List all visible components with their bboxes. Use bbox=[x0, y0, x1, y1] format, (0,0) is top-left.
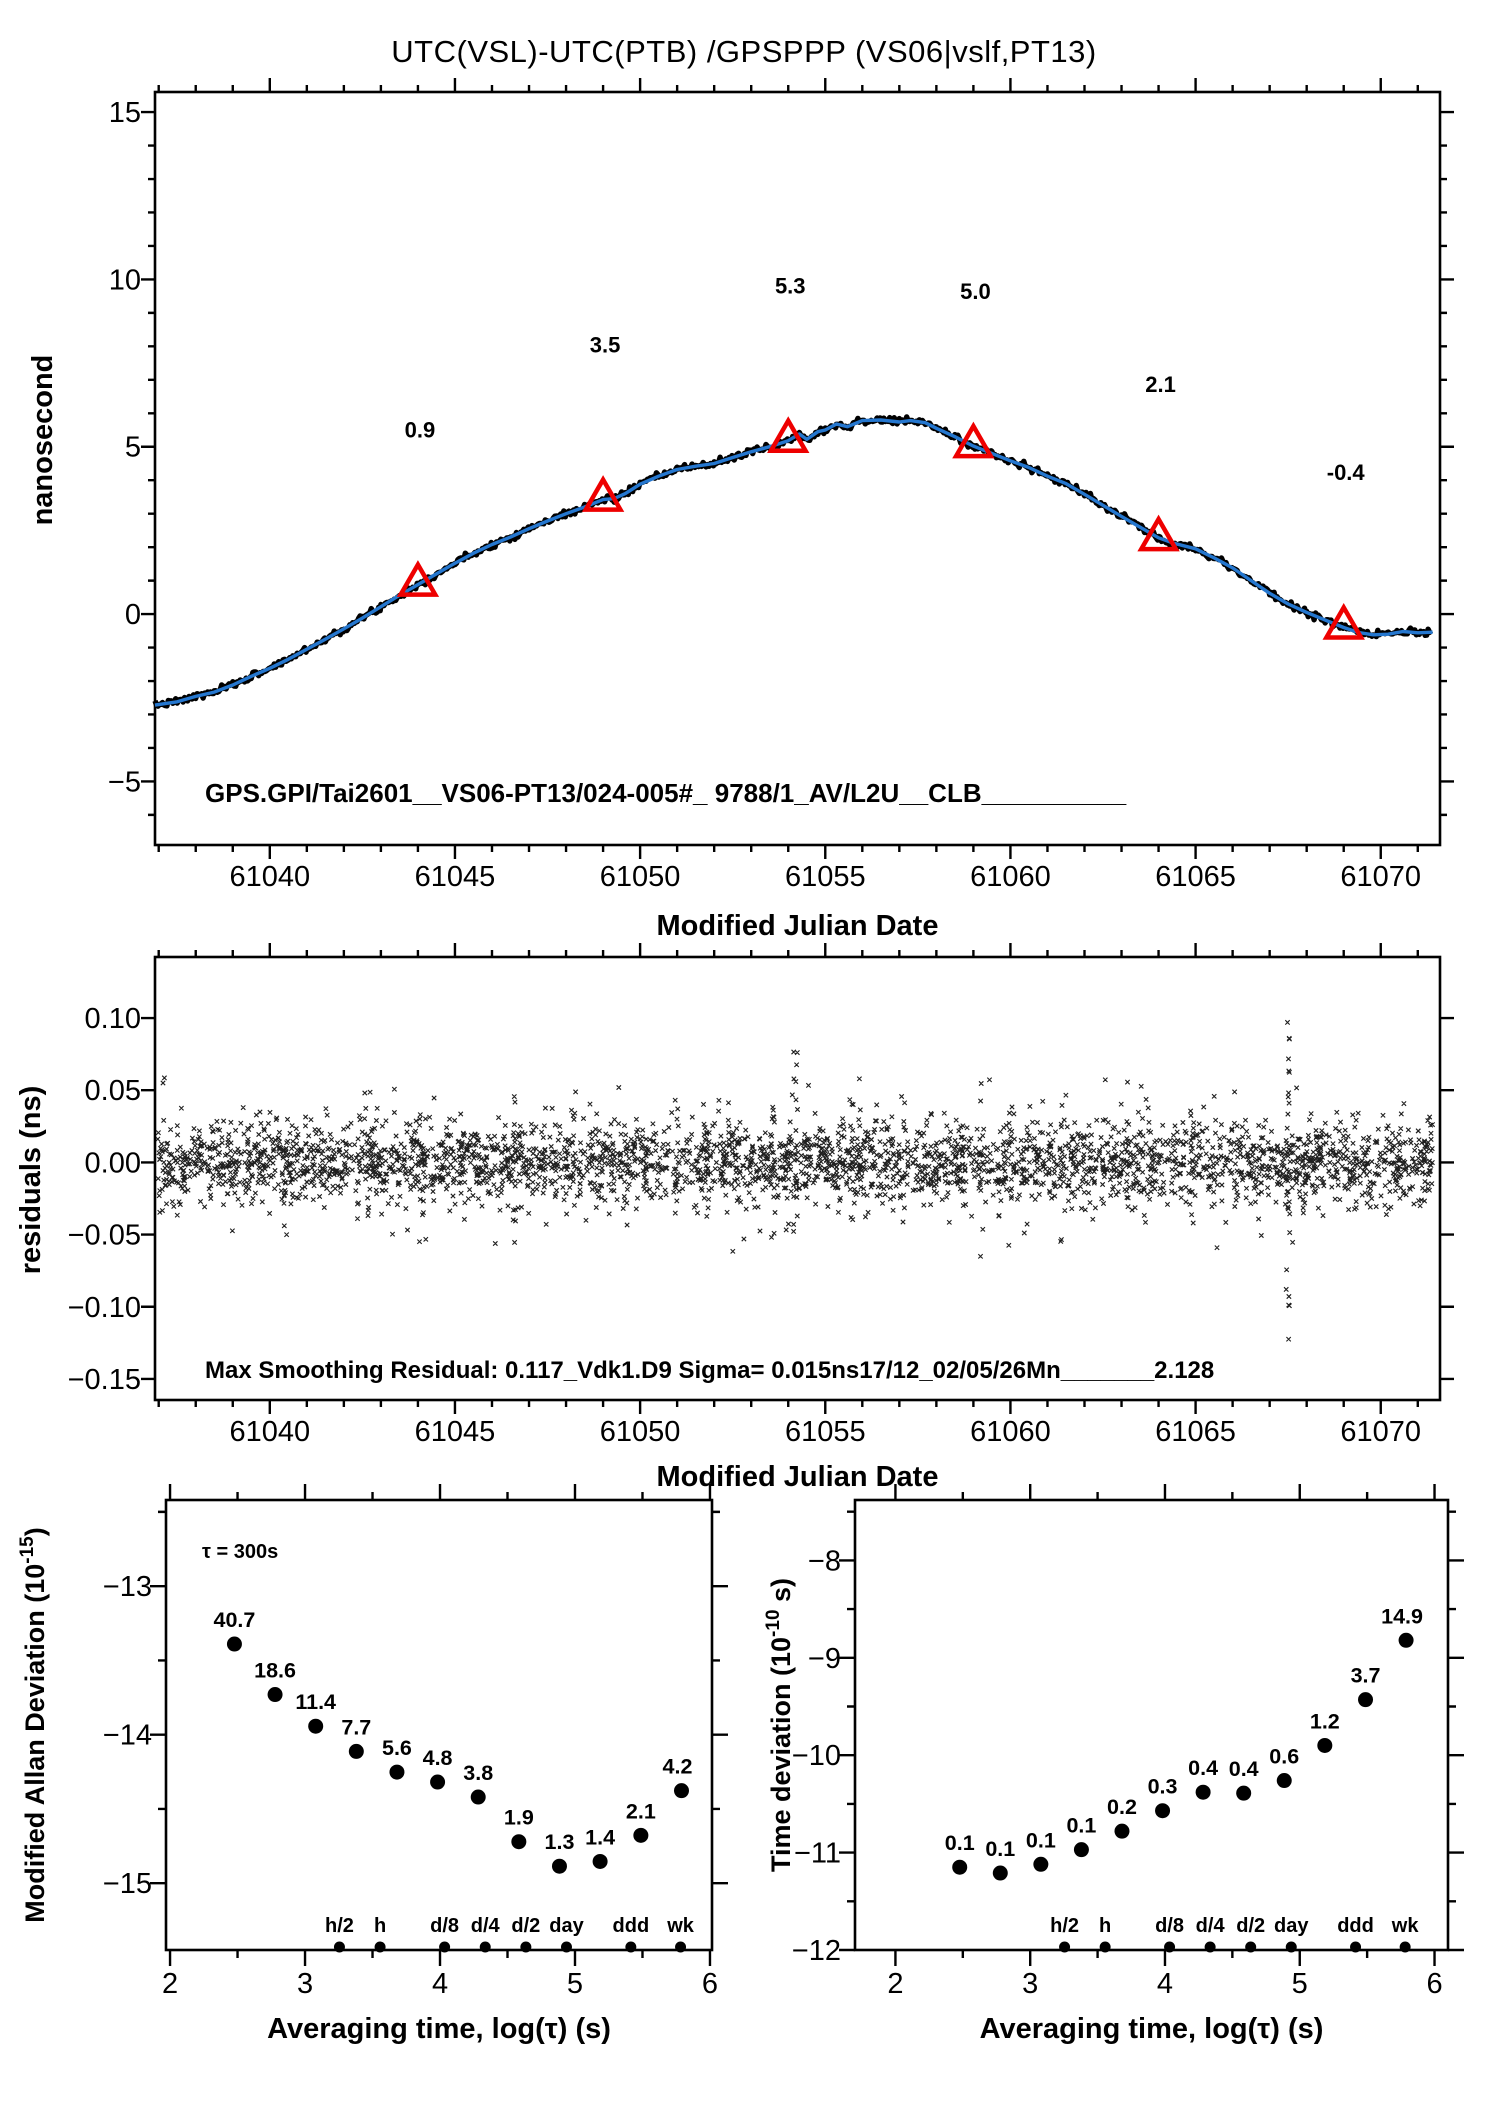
point-value-label: 2.1 bbox=[625, 1799, 656, 1824]
point-value-label: 0.3 bbox=[1147, 1774, 1178, 1799]
point-value-label: 1.4 bbox=[585, 1825, 616, 1850]
x-tick-label: 61065 bbox=[1155, 861, 1236, 893]
smoothed-curve bbox=[155, 420, 1433, 705]
data-points bbox=[214, 1608, 693, 1874]
data-point bbox=[633, 1828, 648, 1843]
x-axis-title: Averaging time, log(τ) (s) bbox=[267, 2013, 611, 2045]
x-tick-label: 61055 bbox=[784, 1416, 866, 1448]
y-tick-label: −11 bbox=[793, 1837, 841, 1870]
calendar-label: d/8 bbox=[1155, 1915, 1185, 1937]
calendar-marks bbox=[325, 1915, 695, 1953]
x-tick-label: 5 bbox=[1291, 1968, 1308, 2000]
time-deviation-plot bbox=[763, 1484, 1464, 2045]
data-point bbox=[674, 1783, 689, 1798]
axis-ticks bbox=[141, 78, 1454, 859]
point-value-label: 11.4 bbox=[295, 1690, 337, 1715]
data-point bbox=[268, 1687, 283, 1702]
point-value-label: 0.1 bbox=[1066, 1813, 1097, 1838]
raw-data-band bbox=[155, 417, 1431, 706]
data-point bbox=[471, 1790, 486, 1805]
x-tick-label: 61045 bbox=[414, 861, 496, 893]
data-point bbox=[1155, 1803, 1170, 1818]
x-tick-label: 61065 bbox=[1155, 1416, 1236, 1448]
calendar-tick-dot bbox=[1286, 1942, 1297, 1953]
plot-frame bbox=[155, 957, 1440, 1400]
calendar-label: h bbox=[373, 1915, 387, 1937]
x-tick-label: 6 bbox=[701, 1968, 719, 2000]
tau-annotation: τ = 300s bbox=[202, 1541, 279, 1563]
x-tick-label: 61060 bbox=[970, 1416, 1051, 1448]
calendar-tick-dot bbox=[439, 1942, 450, 1953]
data-point bbox=[430, 1775, 445, 1790]
x-tick-label: 61045 bbox=[414, 1416, 496, 1448]
point-value-label: 18.6 bbox=[254, 1658, 296, 1683]
point-value-label: 7.7 bbox=[341, 1715, 372, 1740]
data-point bbox=[389, 1765, 404, 1780]
calendar-tick-dot bbox=[561, 1942, 572, 1953]
data-point bbox=[1277, 1773, 1292, 1788]
calendar-label: d/2 bbox=[511, 1915, 541, 1937]
point-value-label: 0.1 bbox=[944, 1831, 975, 1856]
modified-allan-deviation-plot bbox=[17, 1484, 728, 2045]
y-tick-label: −8 bbox=[807, 1545, 841, 1578]
x-tick-label: 3 bbox=[1022, 1968, 1039, 2000]
calendar-tick-dot bbox=[1400, 1942, 1411, 1953]
marker-value-label: -0.4 bbox=[1326, 460, 1365, 486]
calendar-tick-dot bbox=[520, 1942, 531, 1953]
y-tick-label: 5 bbox=[124, 431, 141, 464]
point-value-label: 3.7 bbox=[1350, 1663, 1381, 1688]
calendar-label: d/4 bbox=[1195, 1915, 1225, 1937]
calibration-triangle-markers bbox=[401, 273, 1366, 637]
marker-value-label: 0.9 bbox=[404, 417, 436, 443]
calendar-label: day bbox=[549, 1915, 584, 1937]
y-axis-title: Modified Allan Deviation $(10^{-15})$ bbox=[17, 1527, 50, 1923]
calendar-label: wk bbox=[667, 1915, 694, 1937]
data-points bbox=[945, 1604, 1423, 1880]
y-axis-title: Time deviation ($10^{-10}$ s) bbox=[763, 1577, 796, 1873]
point-value-label: 14.9 bbox=[1381, 1604, 1424, 1629]
y-tick-label: −0.10 bbox=[67, 1291, 141, 1324]
y-tick-label: −13 bbox=[102, 1571, 152, 1604]
y-tick-label: 0.05 bbox=[84, 1075, 141, 1108]
y-tick-label: 10 bbox=[108, 264, 141, 297]
point-value-label: 0.1 bbox=[1025, 1828, 1056, 1853]
point-value-label: 1.2 bbox=[1309, 1709, 1340, 1734]
data-point bbox=[993, 1866, 1008, 1881]
data-point bbox=[593, 1854, 608, 1869]
calendar-label: d/4 bbox=[470, 1915, 500, 1937]
residuals-plot bbox=[15, 943, 1454, 1493]
data-point bbox=[1074, 1842, 1089, 1857]
y-tick-label: 0.00 bbox=[84, 1147, 141, 1180]
calendar-label: ddd bbox=[1337, 1915, 1374, 1937]
calendar-tick-dot bbox=[480, 1942, 491, 1953]
y-tick-label: −0.05 bbox=[67, 1219, 141, 1252]
y-tick-label: 0.10 bbox=[84, 1003, 141, 1036]
data-point bbox=[1033, 1857, 1048, 1872]
x-tick-label: 61070 bbox=[1340, 1416, 1422, 1448]
point-value-label: 0.4 bbox=[1228, 1757, 1259, 1782]
point-value-label: 3.8 bbox=[463, 1761, 494, 1786]
y-tick-label: −5 bbox=[107, 766, 141, 799]
calendar-marks bbox=[1050, 1915, 1419, 1953]
point-value-label: 0.4 bbox=[1188, 1756, 1219, 1781]
x-tick-label: 3 bbox=[296, 1968, 314, 2000]
calendar-label: h/2 bbox=[1050, 1915, 1080, 1937]
calendar-label: h bbox=[1099, 1915, 1112, 1937]
plot-frame bbox=[855, 1500, 1448, 1950]
phase-plot bbox=[27, 78, 1454, 942]
data-point bbox=[1236, 1786, 1251, 1801]
calendar-tick-dot bbox=[1245, 1942, 1256, 1953]
data-point bbox=[1399, 1633, 1414, 1648]
marker-value-label: 3.5 bbox=[589, 332, 621, 358]
x-tick-label: 5 bbox=[566, 1968, 584, 2000]
calendar-label: ddd bbox=[612, 1915, 650, 1937]
calendar-tick-dot bbox=[334, 1942, 345, 1953]
marker-value-label: 5.3 bbox=[774, 273, 806, 299]
data-point bbox=[511, 1834, 526, 1849]
x-tick-label: 61060 bbox=[970, 861, 1051, 893]
plot-frame bbox=[155, 92, 1440, 845]
y-axis-title: residuals (ns) bbox=[15, 1085, 47, 1275]
residual-scatter-points bbox=[156, 1020, 1435, 1341]
x-tick-label: 61050 bbox=[599, 861, 681, 893]
x-tick-label: 61055 bbox=[784, 861, 866, 893]
data-point bbox=[308, 1719, 323, 1734]
x-tick-label: 2 bbox=[161, 1968, 179, 2000]
x-tick-label: 61040 bbox=[229, 1416, 311, 1448]
y-tick-label: 15 bbox=[108, 97, 141, 130]
x-tick-label: 61050 bbox=[599, 1416, 681, 1448]
calendar-tick-dot bbox=[1100, 1942, 1111, 1953]
data-point bbox=[1317, 1738, 1332, 1753]
calendar-label: d/8 bbox=[430, 1915, 460, 1937]
x-tick-label: 2 bbox=[887, 1968, 904, 2000]
x-axis-title: Modified Julian Date bbox=[656, 910, 939, 942]
point-value-label: 1.9 bbox=[503, 1805, 534, 1830]
y-tick-label: −14 bbox=[102, 1719, 152, 1752]
marker-value-label: 5.0 bbox=[960, 278, 991, 304]
calendar-tick-dot bbox=[1059, 1942, 1070, 1953]
data-point bbox=[227, 1637, 242, 1652]
x-tick-label: 61070 bbox=[1340, 861, 1422, 893]
axis-ticks bbox=[839, 1484, 1464, 1966]
y-tick-label: −15 bbox=[102, 1868, 152, 1901]
calendar-tick-dot bbox=[1350, 1942, 1361, 1953]
x-tick-label: 6 bbox=[1426, 1968, 1443, 2000]
data-point bbox=[1114, 1824, 1129, 1839]
y-axis-title: nanosecond bbox=[27, 354, 59, 526]
point-value-label: 5.6 bbox=[382, 1736, 412, 1761]
data-point bbox=[952, 1860, 967, 1875]
x-axis-title: Modified Julian Date bbox=[656, 1461, 939, 1493]
point-value-label: 4.8 bbox=[422, 1746, 453, 1771]
data-point bbox=[552, 1859, 567, 1874]
data-point bbox=[1196, 1785, 1211, 1800]
x-tick-label: 4 bbox=[1156, 1968, 1174, 2000]
x-axis-title: Averaging time, log(τ) (s) bbox=[979, 2013, 1324, 2045]
point-value-label: 1.3 bbox=[544, 1830, 575, 1855]
x-tick-label: 61040 bbox=[229, 861, 311, 893]
calendar-tick-dot bbox=[625, 1942, 636, 1953]
data-point bbox=[1358, 1692, 1373, 1707]
y-tick-label: −10 bbox=[791, 1740, 841, 1773]
x-tick-label: 4 bbox=[431, 1968, 449, 2000]
data-point bbox=[349, 1744, 364, 1759]
point-value-label: 0.6 bbox=[1269, 1744, 1300, 1769]
calendar-tick-dot bbox=[1205, 1942, 1216, 1953]
calendar-label: day bbox=[1274, 1915, 1309, 1937]
calendar-tick-dot bbox=[1164, 1942, 1175, 1953]
calendar-tick-dot bbox=[375, 1942, 386, 1953]
dataset-annotation: GPS.GPI/Tai2601__VS06-PT13/024-005#_ 9788/1_AV/L2U__CLB__________ bbox=[205, 778, 1127, 808]
calendar-label: h/2 bbox=[324, 1915, 354, 1937]
calendar-tick-dot bbox=[675, 1942, 686, 1953]
y-tick-label: −12 bbox=[791, 1935, 841, 1967]
y-tick-label: 0 bbox=[124, 599, 141, 632]
point-value-label: 40.7 bbox=[213, 1608, 256, 1633]
calendar-label: d/2 bbox=[1236, 1915, 1266, 1937]
point-value-label: 4.2 bbox=[662, 1754, 693, 1779]
point-value-label: 0.1 bbox=[985, 1837, 1016, 1862]
smoothing-annotation: Max Smoothing Residual: 0.117_Vdk1.D9 Sigma= 0.015ns17/12_02/05/26Mn_______2.128 bbox=[205, 1357, 1215, 1384]
y-tick-label: −9 bbox=[807, 1642, 841, 1675]
marker-value-label: 2.1 bbox=[1145, 371, 1176, 397]
point-value-label: 0.2 bbox=[1107, 1795, 1137, 1820]
y-tick-label: −0.15 bbox=[67, 1363, 141, 1396]
calendar-label: wk bbox=[1391, 1915, 1419, 1937]
plot-frame bbox=[166, 1500, 712, 1950]
page-title: UTC(VSL)-UTC(PTB) /GPSPPP (VS06|vslf,PT13) bbox=[391, 34, 1097, 69]
